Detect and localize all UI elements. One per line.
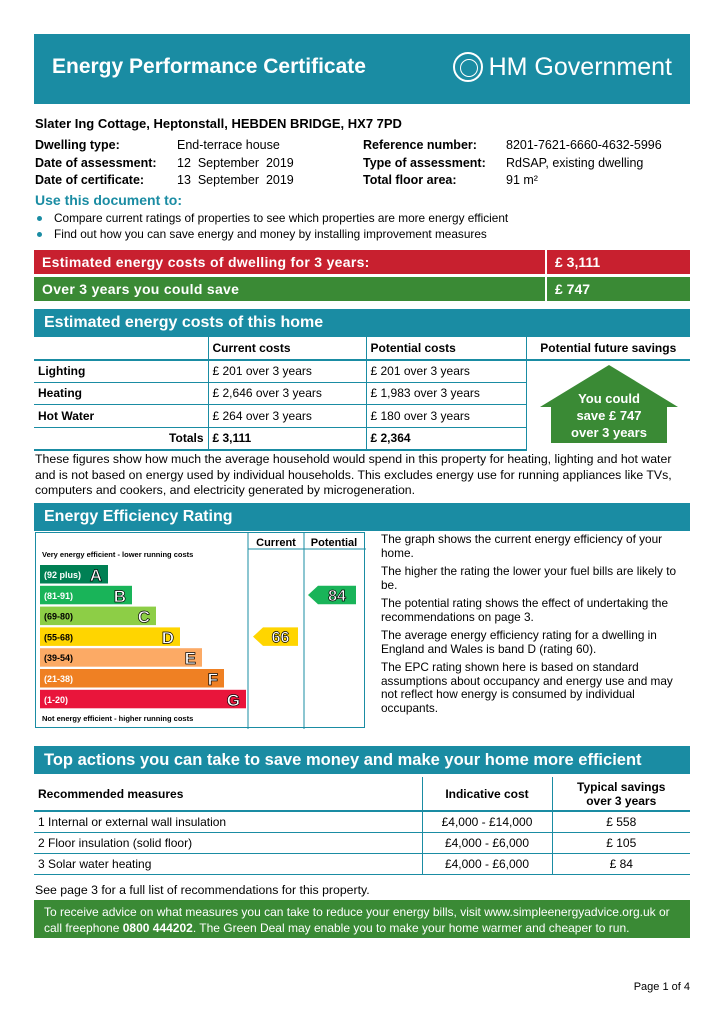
measure-name: 1 Internal or external wall insulation [34,811,422,832]
bullet-icon [37,216,42,221]
rating-paragraph: The higher the rating the lower your fuel bills are likely to be. [381,564,677,592]
advice-text: . The Green Deal may enable you to make your home warmer and cheaper to run. [192,921,630,935]
band-range-label: (21-38) [44,674,74,684]
page-title: Energy Performance Certificate [52,55,366,78]
rating-bands [40,565,246,710]
floor-area-value: 91 m² [506,173,538,187]
cost-row-name: Heating [34,382,208,405]
cost-row-potential: £ 180 over 3 years [366,405,526,428]
band-range-label: (1-20) [44,694,69,705]
efficiency-chart-svg [36,533,366,729]
cost-row-potential: £ 1,983 over 3 years [366,382,526,405]
current-rating-value: 66 [271,629,290,647]
measure-cost: £4,000 - £6,000 [422,832,552,853]
rating-paragraph: The potential rating shows the effect of undertaking the recommendations on page 3. [381,596,669,624]
savings-line-3: over 3 years [571,425,647,440]
band-letter: D [161,628,174,648]
col-current-label: Current [256,537,296,549]
band-letter: A [89,566,102,585]
crest-icon [453,52,483,82]
cost-row-potential: £ 201 over 3 years [366,360,526,383]
cost-row-current: £ 264 over 3 years [208,405,366,428]
top-efficiency-note: Very energy efficient - lower running costs [42,550,194,559]
band-range-label: (81-91) [44,590,74,601]
col-potential-label: Potential [310,537,358,549]
table-row [34,832,690,853]
measure-cost: £4,000 - £14,000 [422,811,552,832]
band-letter: F [207,670,218,689]
band-letter: B [113,586,126,606]
col-current-costs: Current costs [208,337,366,360]
savings-value: £ 747 [545,277,690,301]
header-banner [34,34,690,104]
list-item-text: Compare current ratings of properties to see which properties are more energy efficient [54,211,509,225]
measure-cost: £4,000 - £6,000 [422,853,552,874]
cost-row-name: Hot Water [34,405,208,428]
use-document-heading: Use this document to: [35,192,183,208]
list-item [35,211,508,227]
band-range-label: (55-68) [44,632,74,643]
table-header-empty [34,337,208,360]
page-number: Page 1 of 4 [633,981,690,993]
reference-value: 8201-7621-6660-4632-5996 [506,138,662,152]
totals-label: Totals [34,427,208,450]
advice-phone: 0800 444202 [122,921,193,935]
col-typical-savings: Typical savings over 3 years [552,777,690,811]
figures-explanation: These figures show how much the average household would spend in this property for heating, lighting and hot water and is not based on energy used by individual households. This excludes energy use for running appliances like TVs, computers and cookers, and electricity generated by microgeneration. [35,452,672,497]
bottom-efficiency-note: Not energy efficient - higher running costs [42,714,194,723]
see-page-note: See page 3 for a full list of recommendations for this property. [35,883,370,897]
measure-name: 3 Solar water heating [34,853,422,874]
advice-box [34,900,690,938]
measure-name: 2 Floor insulation (solid floor) [34,832,422,853]
date-assessment-value: 12 September 2019 [177,155,294,170]
advice-line-2 [44,920,680,936]
savings-line-1: You could [578,391,640,406]
band-letter: E [184,649,196,669]
gov-logo [453,52,672,82]
band-g [40,690,246,709]
total-potential: £ 2,364 [366,427,526,450]
list-item [35,227,508,243]
advice-line-1: To receive advice on what measures you can take to reduce your energy bills, visit www.simpleenergyadvice.org.uk or [44,905,670,919]
actions-table [34,777,690,875]
table-row [34,853,690,874]
savings-label: Over 3 years you could save [42,281,240,297]
col-indicative-cost: Indicative cost [422,777,552,811]
potential-rating-value: 84 [328,587,346,605]
measure-saving: £ 84 [552,853,690,874]
rating-explanation [381,533,691,720]
use-document-list [35,211,508,242]
band-letter: C [137,607,150,627]
property-details [35,137,662,190]
estimated-costs-value: £ 3,111 [545,250,690,274]
actions-section-title: Top actions you can take to save money and make your home more efficient [34,746,690,774]
type-assessment-label: Type of assessment: [363,155,486,170]
estimated-costs-label: Estimated energy costs of dwelling for 3 years: [42,254,370,270]
gov-logo-text: HM Government [488,52,672,81]
efficiency-section-title: Energy Efficiency Rating [34,503,690,531]
measure-saving: £ 558 [552,811,690,832]
cost-row-current: £ 2,646 over 3 years [208,382,366,405]
savings-arrow [540,365,678,443]
dwelling-type-value: End-terrace house [177,138,280,152]
dwelling-type-label: Dwelling type: [35,138,120,152]
measure-saving: £ 105 [552,832,690,853]
list-item-text: Find out how you can save energy and money by installing improvement measures [54,226,487,241]
date-certificate-value: 13 September 2019 [177,173,294,187]
col-potential-costs: Potential costs [366,337,526,360]
rating-paragraph: The average energy efficiency rating for a dwelling in England and Wales is band D (rating 60). [381,628,657,656]
efficiency-chart [35,532,365,728]
cost-row-name: Lighting [34,360,208,383]
estimated-costs-band [34,250,690,274]
rating-paragraph: The graph shows the current energy efficiency of your home. [381,532,663,560]
col-future-savings: Potential future savings [526,337,690,360]
bullet-icon [37,232,42,237]
date-certificate-label: Date of certificate: [35,173,145,187]
table-header-row [34,777,690,811]
table-header-row [34,337,690,360]
savings-band [34,277,690,301]
advice-text: call freephone [44,921,123,935]
date-assessment-label: Date of assessment: [35,155,157,170]
costs-section-title: Estimated energy costs of this home [34,309,690,337]
cost-row-current: £ 201 over 3 years [208,360,366,383]
band-range-label: (69-80) [44,611,74,622]
band-range-label: (39-54) [44,653,74,664]
total-current: £ 3,111 [208,427,366,450]
rating-paragraph: The EPC rating shown here is based on standard assumptions about occupancy and energy use and may not reflect how energy is consumed by individual occupants. [381,660,673,715]
band-range-label: (92 plus) [44,570,82,580]
property-address: Slater Ing Cottage, Heptonstall, HEBDEN BRIDGE, HX7 7PD [35,116,402,131]
table-row [34,811,690,832]
col-measures: Recommended measures [34,777,422,811]
savings-line-2: save £ 747 [576,408,642,423]
band-letter: G [226,690,240,710]
type-assessment-value: RdSAP, existing dwelling [506,155,644,170]
floor-area-label: Total floor area: [363,173,457,187]
reference-label: Reference number: [363,138,477,152]
